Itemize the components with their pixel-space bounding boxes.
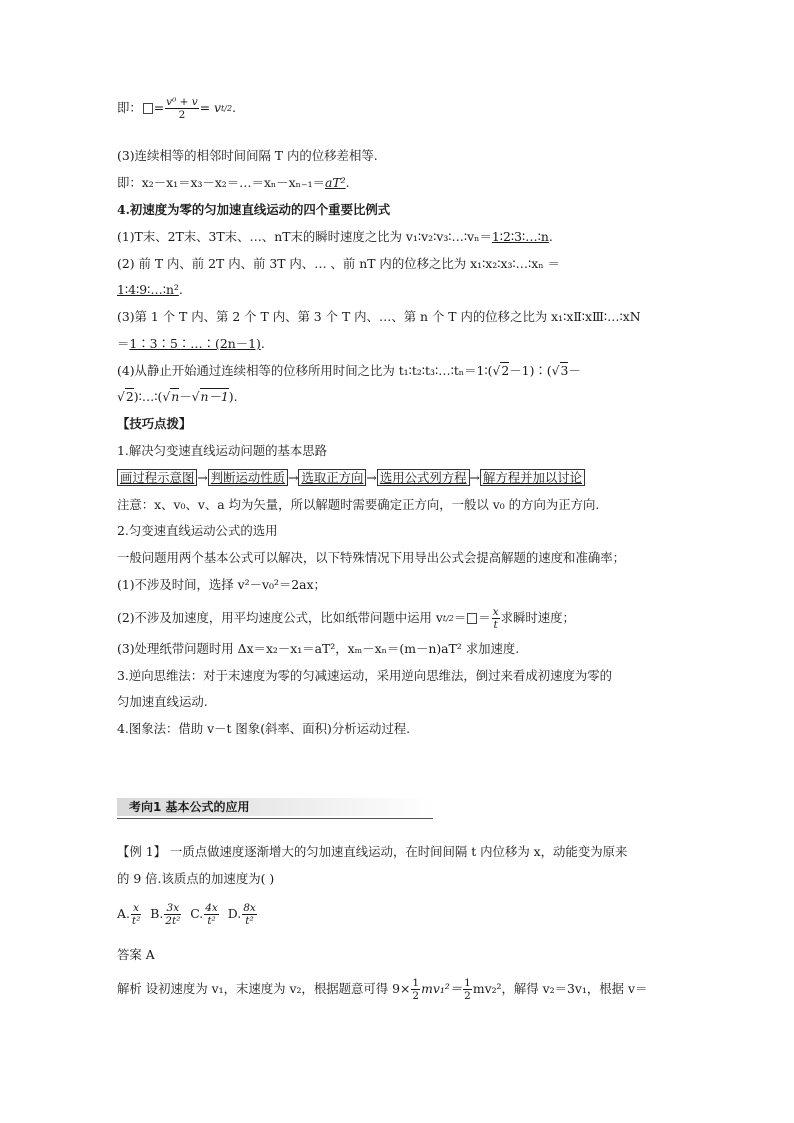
option-c: C. $\frac{4x}{\text{t²}}$ [190,902,218,927]
section-header [117,796,433,818]
ratio-displacement: (2) 前 T 内、前 2T 内、前 3T 内、… 、前 nT 内的位移之比为 x₁∶x₂∶x₃∶…∶xₙ ＝ [117,256,560,271]
placeholder-box-icon [143,103,153,114]
answer-options [117,902,258,927]
flow-step: 判断运动性质 [208,469,288,486]
arrow-right-icon: → [469,470,480,485]
text-line: (1)不涉及时间，选择 v²－v₀²＝2ax； [117,577,326,592]
divider [117,818,433,819]
average-velocity-line: (2)不涉及加速度，用平均速度公式，比如纸带问题中运用 v t/2 ＝ ＝ $\frac{x}{t}$ 求瞬时速度； [117,606,575,631]
problem-solving-flow [117,469,585,487]
text-line: 2.匀变速直线运动公式的选用 [117,523,278,538]
text-line: 1.解决匀变速直线运动问题的基本思路 [117,443,328,458]
placeholder-box-icon [467,613,477,624]
text-line: 3.逆向思维法：对于末速度为零的匀减速运动，采用逆向思维法，倒过来看成初速度为零的 [117,668,613,683]
section-header-label: 考向1 基本公式的应用 [129,800,250,814]
option-a: A. $\frac{x}{\text{t²}}$ [117,902,141,927]
tips-heading: 【技巧点拨】 [117,416,192,431]
flow-step: 解方程并加以讨论 [480,469,585,486]
note-line: 注意：x、v₀、v、a 均为矢量，所以解题时需要确定正方向，一般以 v₀ 的方向为正方向. [117,497,600,512]
ratio-time: (4)从静止开始通过连续相等的位移所用时间之比为 t₁∶t₂∶t₃∶…∶tₙ＝1∶(√2－1)∶(√3－ [117,363,581,378]
average-velocity-formula: 即： = $\frac{\text{v⁰ + v}}{2}$ = v t/2 . [117,96,236,121]
text-line: 匀加速直线运动. [117,694,208,709]
example-question: 【例 1】 一质点做速度逐渐增大的匀加速直线运动，在时间间隔 t 内位移为 x，动能变为原来 [117,844,628,859]
analysis-line: 解析 设初速度为 v₁，末速度为 v₂，根据题意可得 9× $\frac{1}{2}$ mv₁²＝ $\frac{1}{2}$ mv₂²，解得 v₂＝3v₁，根据 v＝ [117,977,648,1002]
text-line: (3)处理纸带问题时用 Δx＝x₂－x₁＝aT²，xₘ－xₙ＝(m－n)aT² 求加速度. [117,641,520,656]
text-line: (3)连续相等的相邻时间间隔 T 内的位移差相等. [117,148,378,163]
ratio-time-cont: √2)∶…∶(√n－√n－1). [117,389,238,404]
answer-line: 答案 A [117,947,155,962]
arrow-right-icon: → [366,470,377,485]
flow-step: 选取正方向 [298,469,366,486]
flow-step: 选用公式列方程 [377,469,470,486]
ratio-displacement-values: 1∶4∶9∶…∶n². [117,282,183,297]
option-d: D. $\frac{8x}{\text{t²}}$ [227,902,256,927]
displacement-difference-formula: 即：x₂－x₁＝x₃－x₂＝…＝xₙ－xₙ₋₁＝aT². [117,175,350,190]
fraction: $\frac{\text{v⁰ + v}}{2}$ [166,96,198,121]
option-b: B. $\frac{3x}{\text{2t²}}$ [150,902,181,927]
arrow-right-icon: → [288,470,299,485]
section-heading: 4.初速度为零的匀加速直线运动的四个重要比例式 [117,202,391,217]
ratio-nth-period-values: ＝1∶3∶5∶…∶(2n－1). [117,336,265,351]
example-question-cont: 的 9 倍.该质点的加速度为( ) [117,871,275,886]
flow-step: 画过程示意图 [117,469,197,486]
arrow-right-icon: → [197,470,208,485]
text-line: 一般问题用两个基本公式可以解决，以下特殊情况下用导出公式会提高解题的速度和准确率； [117,550,626,565]
ratio-nth-period: (3)第 1 个 T 内、第 2 个 T 内、第 3 个 T 内、…、第 n 个 T 内的位移之比为 x₁∶xⅡ∶xⅢ∶…∶xN [117,309,641,324]
text-line: 4.图象法：借助 v－t 图象(斜率、面积)分析运动过程. [117,721,411,736]
ratio-velocity: (1)T末、2T末、3T末、…、nT末的瞬时速度之比为 v₁∶v₂∶v₃∶…∶vₙ＝1∶2∶3∶…∶n. [117,229,553,244]
